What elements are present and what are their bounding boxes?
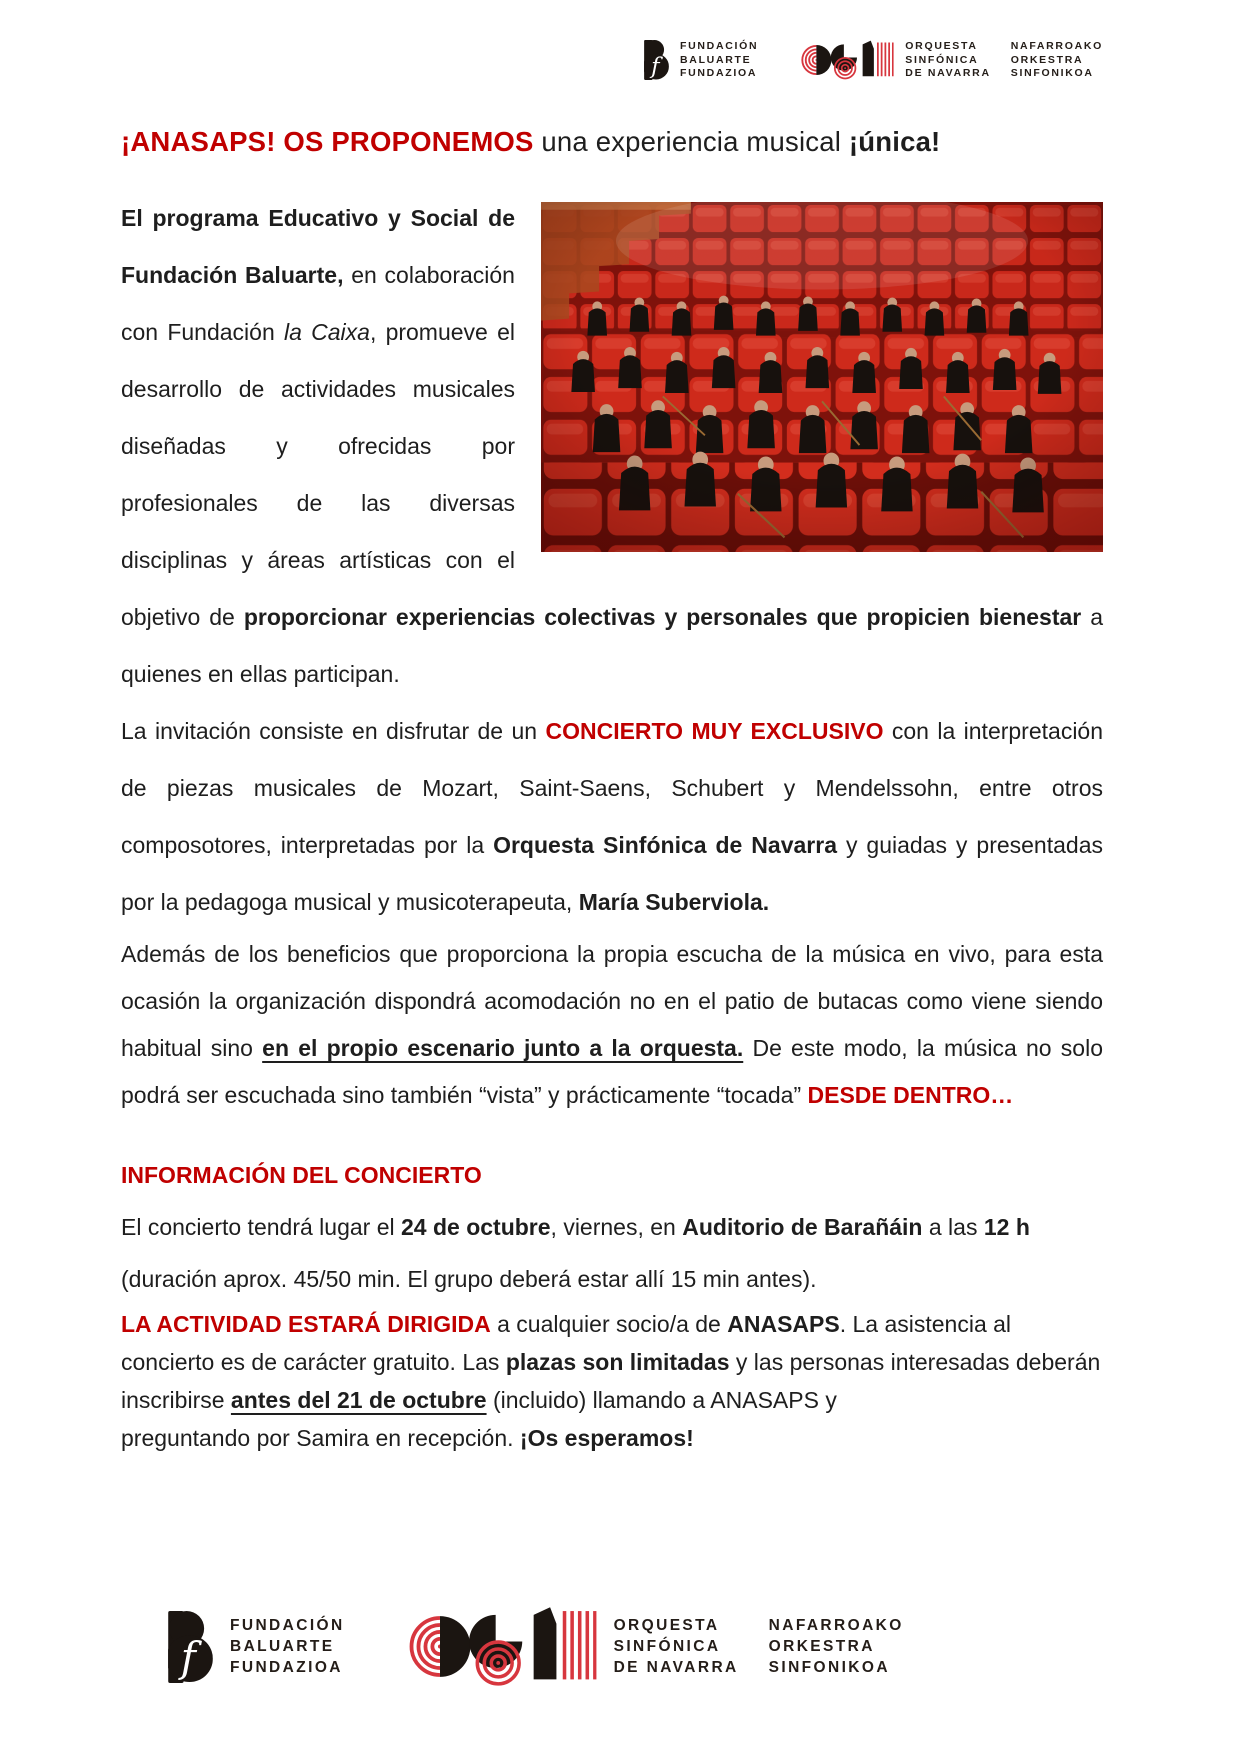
text-segment-underline: en el propio escenario junto a la orquesta. — [262, 1035, 744, 1061]
paragraph-actividad — [121, 1305, 1103, 1457]
osn-wordmark-line: DE NAVARRA — [905, 67, 991, 79]
osn-wordmark-line: SINFÓNICA — [613, 1638, 721, 1655]
osn-wordmark-eu — [769, 1615, 904, 1678]
baluarte-logo-footer — [168, 1611, 345, 1683]
orchestra-photo — [541, 202, 1103, 552]
footer-logos — [168, 1606, 904, 1687]
text-segment: a cualquier socio/a de — [490, 1311, 728, 1337]
osn-wordmark-line: NAFARROAKO — [768, 1617, 904, 1634]
osn-wordmark-line: ORKESTRA — [768, 1638, 875, 1655]
text-segment: ANASAPS — [727, 1311, 840, 1337]
text-segment: proporcionar experiencias colectivas y personales que propicien bienestar — [243, 604, 1082, 630]
text-segment: 24 de octubre — [401, 1214, 551, 1240]
text-segment: 12 h — [983, 1214, 1030, 1240]
title-normal: una experiencia musical — [541, 126, 849, 157]
osn-wordmark-line: ORKESTRA — [1010, 53, 1084, 66]
baluarte-wordmark-line: FUNDACIÓN — [230, 1617, 345, 1634]
svg-text:f: f — [651, 53, 660, 80]
osn-wordmark-line: SINFÓNICA — [905, 53, 979, 66]
baluarte-wordmark — [680, 40, 758, 81]
baluarte-wordmark-line: FUNDAZIOA — [230, 1659, 343, 1676]
text-segment: en colaboración con Fundación — [121, 262, 515, 345]
text-segment: y guiadas y presentadas por la pedagoga musical y musicoterapeuta, — [121, 832, 1103, 915]
info-line-2: (duración aprox. 45/50 min. El grupo deberá estar allí 15 min antes). — [121, 1266, 817, 1292]
text-segment: El concierto tendrá lugar el — [121, 1214, 401, 1240]
orchestra-photo-image — [541, 202, 1103, 552]
info-line-1 — [121, 1201, 1103, 1253]
osn-wordmark-line: ORQUESTA — [613, 1617, 720, 1634]
osn-wordmark-es — [905, 40, 990, 81]
text-segment: a quienes en ellas participan. — [121, 604, 1103, 687]
baluarte-wordmark-line: BALUARTE — [230, 1638, 335, 1655]
osn-wordmark-line: SINFONIKOA — [768, 1659, 890, 1676]
baluarte-b-icon — [644, 40, 669, 80]
text-segment: preguntando por Samira en recepción. — [121, 1425, 520, 1451]
osn-logo-icon — [800, 40, 894, 80]
osn-wordmark-line: DE NAVARRA — [613, 1659, 739, 1676]
baluarte-wordmark-line: BALUARTE — [680, 53, 752, 66]
section-heading: INFORMACIÓN DEL CONCIERTO — [121, 1162, 482, 1188]
baluarte-wordmark-line: FUNDAZIOA — [680, 67, 758, 79]
text-segment: y las personas interesadas deberán inscribirse — [121, 1349, 1101, 1413]
baluarte-wordmark-line: FUNDACIÓN — [680, 40, 759, 52]
osn-wordmark-line: NAFARROAKO — [1010, 40, 1103, 52]
text-segment: ¡Os esperamos! — [519, 1425, 694, 1451]
paragraph-invitacion — [121, 703, 1103, 931]
osn-wordmark-es — [614, 1615, 739, 1678]
text-segment-red: LA ACTIVIDAD ESTARÁ DIRIGIDA — [121, 1311, 491, 1337]
title-highlight: ¡ANASAPS! OS PROPONEMOS — [121, 126, 542, 157]
osn-logo-icon — [407, 1606, 597, 1687]
paragraph-programa — [121, 190, 1103, 703]
text-segment: Además de los beneficios que proporciona la propia escucha de la música en vivo, para esta ocasión la organización dispondrá acomodación no en el patio de butacas como viene siendo habitual sino — [121, 941, 1103, 1061]
header-logos — [644, 40, 1103, 81]
text-segment: plazas son limitadas — [505, 1349, 730, 1375]
text-segment-red: CONCIERTO MUY EXCLUSIVO — [545, 718, 884, 744]
baluarte-b-icon — [168, 1611, 213, 1683]
title-emphasis: ¡única! — [848, 126, 941, 157]
text-segment: Orquesta Sinfónica de Navarra — [493, 832, 837, 858]
text-segment-underline: antes del 21 de octubre — [230, 1387, 487, 1413]
text-segment-red: DESDE DENTRO… — [807, 1082, 1014, 1108]
baluarte-wordmark — [230, 1615, 345, 1678]
text-segment: El programa Educativo y Social de Fundación Baluarte, — [121, 205, 515, 288]
paragraph-beneficios — [121, 931, 1103, 1119]
section-informacion-concierto — [121, 1149, 1103, 1305]
text-segment: , viernes, en — [550, 1214, 683, 1240]
text-segment: Auditorio de Barañáin — [682, 1214, 923, 1240]
text-segment: . La asistencia al concierto es de carácter gratuito. Las — [121, 1311, 1012, 1375]
svg-text:f: f — [180, 1632, 196, 1681]
osn-logo-footer — [407, 1606, 904, 1687]
text-segment: María Suberviola. — [578, 889, 770, 915]
osn-wordmark-eu — [1011, 40, 1103, 81]
baluarte-logo — [644, 40, 758, 81]
osn-logo — [800, 40, 1103, 81]
osn-wordmark-line: SINFONIKOA — [1010, 67, 1094, 79]
text-segment: De este modo, la música no solo podrá ser escuchada sino también “vista” y prácticamente “tocada” — [121, 1035, 1103, 1108]
text-segment: La invitación consiste en disfrutar de un — [121, 718, 546, 744]
text-segment: a las — [922, 1214, 984, 1240]
text-segment: (incluido) llamando a ANASAPS y — [486, 1387, 837, 1413]
text-segment: , promueve el desarrollo de actividades musicales diseñadas y ofrecidas por profesionales de las diversas disciplinas y áreas artísticas con el objetivo de — [121, 319, 515, 630]
page-title — [121, 126, 1121, 158]
text-segment: con la interpretación de piezas musicales de Mozart, Saint-Saens, Schubert y Mendelssohn, entre otros composotores, interpretadas por la — [121, 718, 1104, 858]
text-segment: la Caixa — [283, 319, 370, 345]
osn-wordmark-line: ORQUESTA — [905, 40, 978, 52]
document-body — [121, 190, 1103, 1457]
